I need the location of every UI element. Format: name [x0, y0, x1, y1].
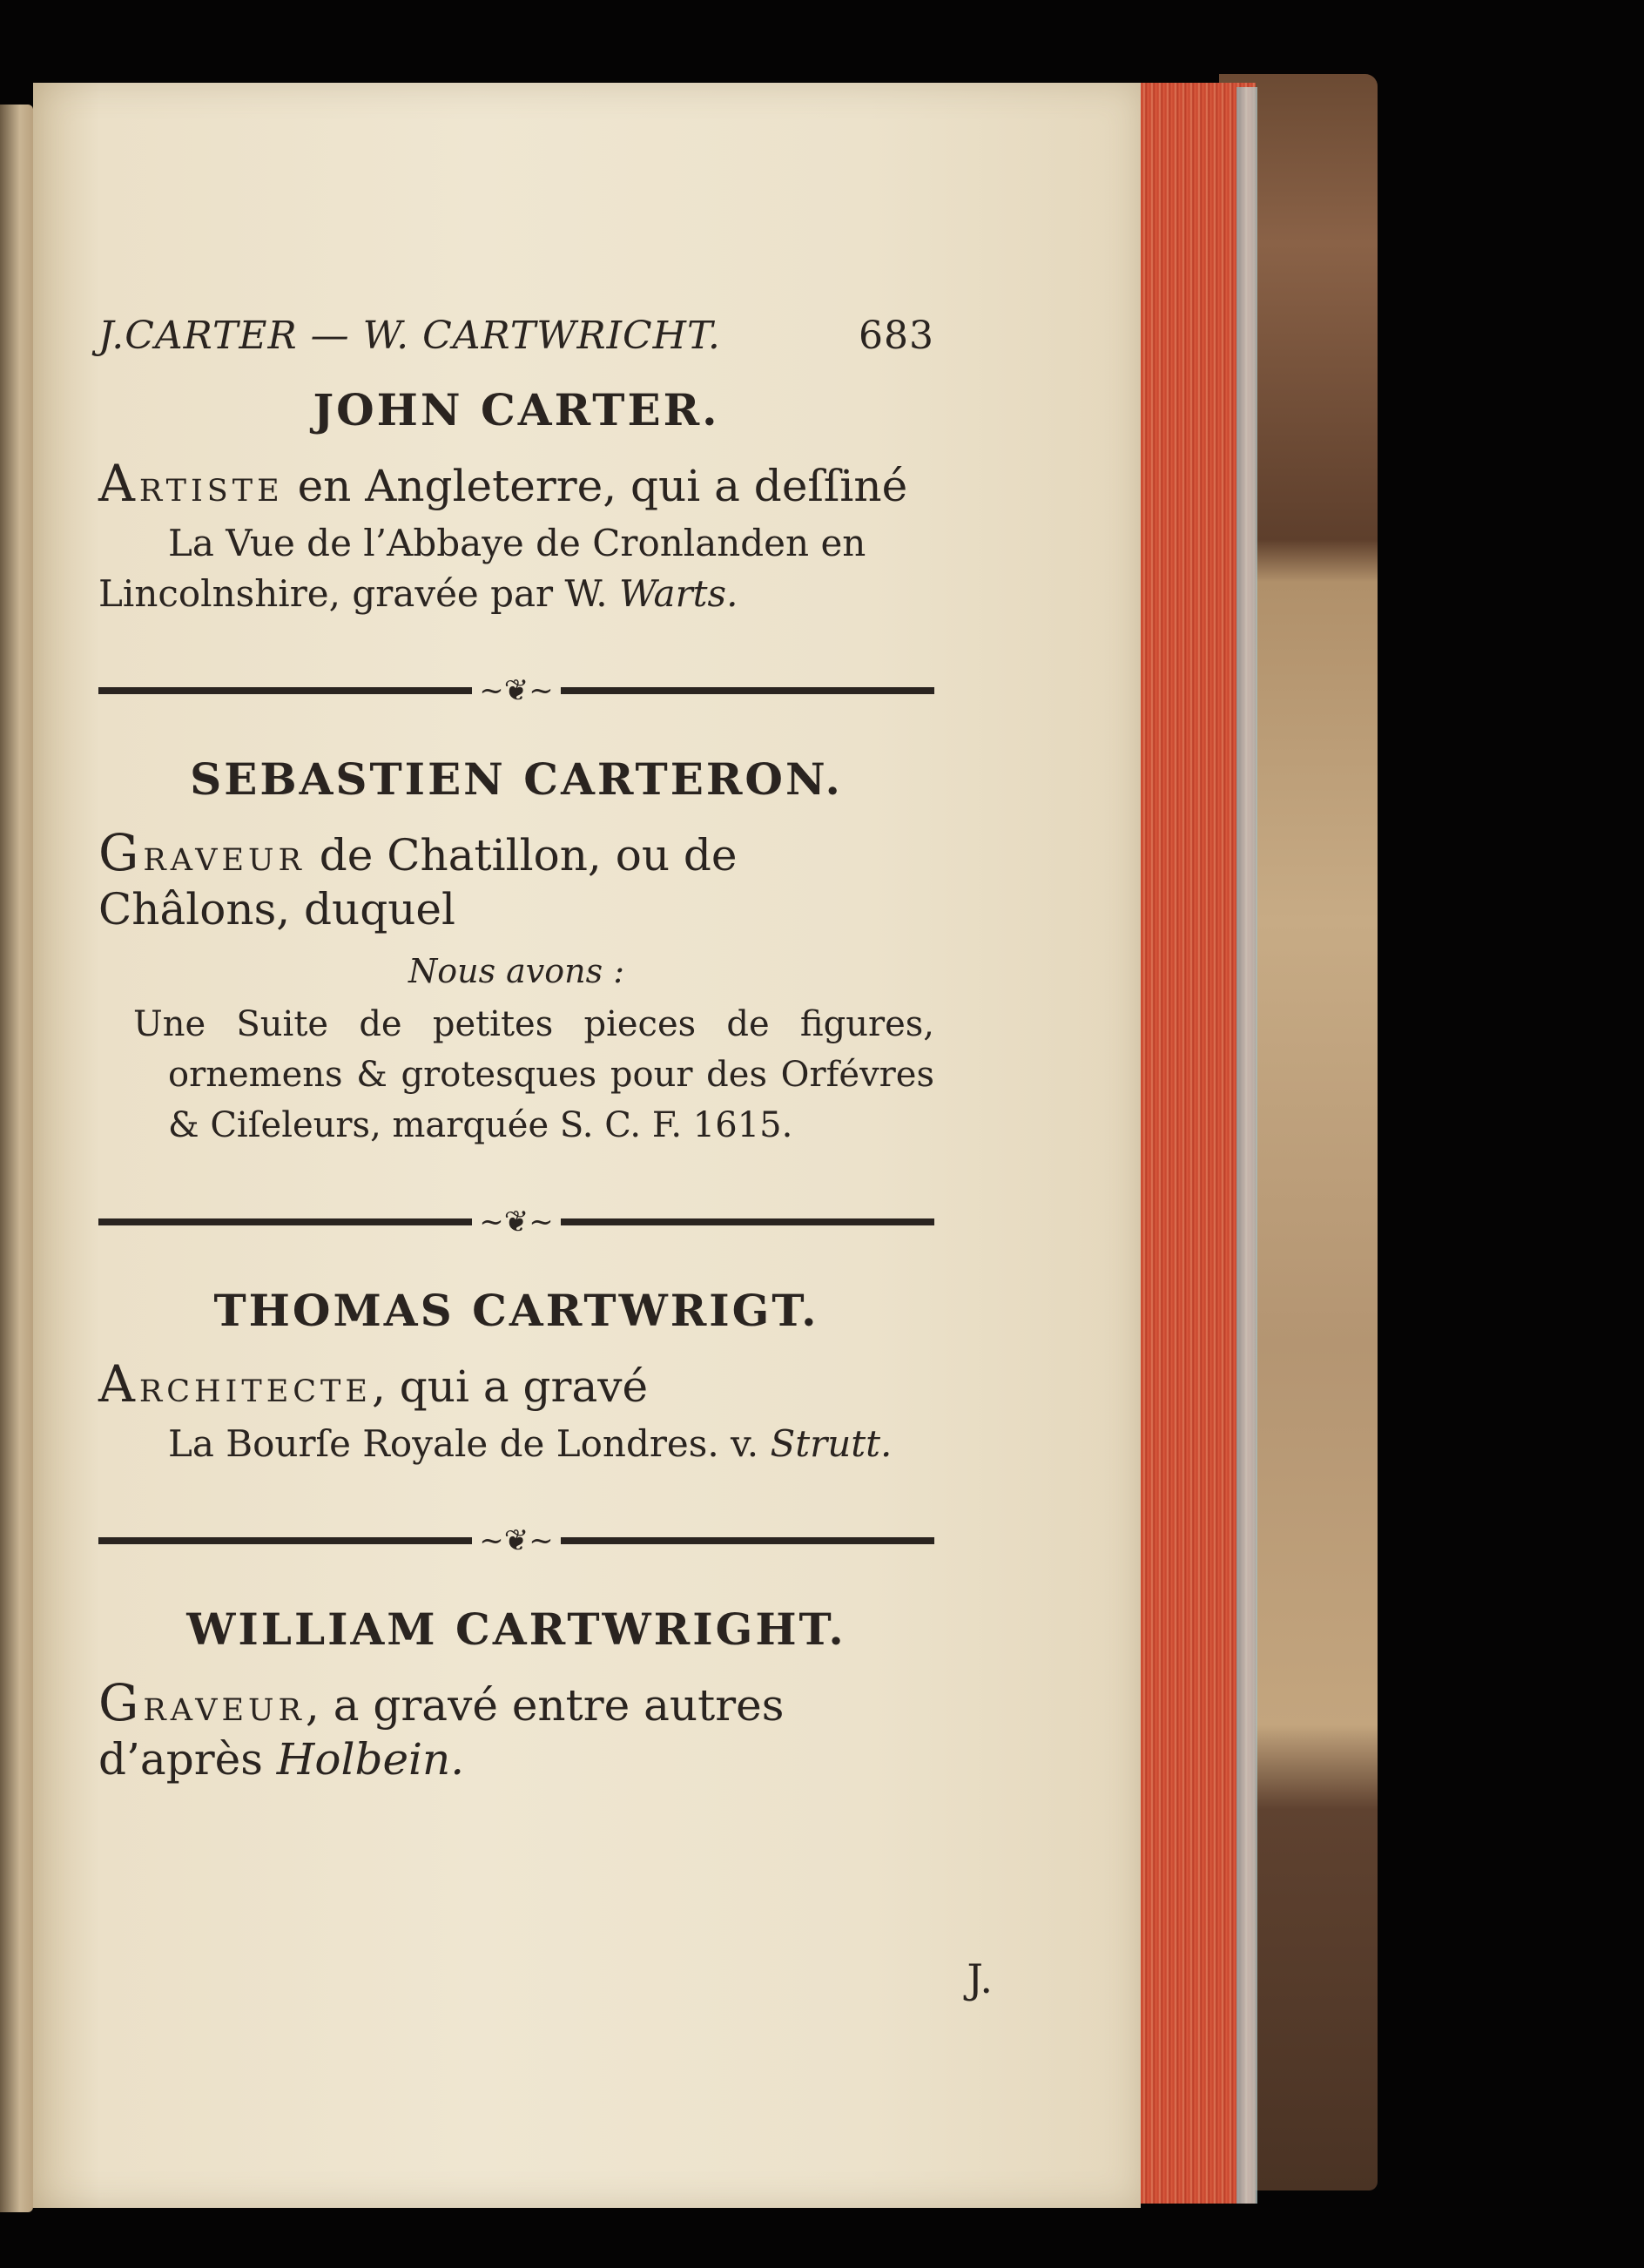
page-number: 683 [859, 314, 934, 358]
entry-title: THOMAS CARTWRIGT. [213, 1285, 819, 1336]
page-content [98, 314, 934, 1786]
entry-intro: Nous avons : [408, 952, 625, 990]
book-page [33, 83, 1141, 2208]
facing-page-edge [0, 105, 33, 2212]
entry-title: SEBASTIEN CARTERON. [190, 753, 843, 805]
ornamental-divider [98, 1523, 934, 1558]
entry-description: Graveur, a gravé entre autres d’après Holbein. [98, 1673, 785, 1785]
entry-title: WILLIAM CARTWRIGHT. [186, 1603, 846, 1655]
entry-title: JOHN CARTER. [313, 384, 720, 435]
entry-description: Graveur de Chatillon, ou de Châlons, duquel [98, 823, 738, 935]
entry-description: Artiste en Angleterre, qui a deſſiné [98, 454, 908, 513]
ornamental-divider [98, 673, 934, 708]
entry-lead-word: Artiste [98, 454, 284, 513]
entry-lead-word: Graveur [98, 1673, 306, 1732]
entry-sebastien-carteron [98, 753, 934, 1151]
entry-lead-word: Architecte [98, 1354, 372, 1414]
page-edges-blue [1236, 87, 1257, 2204]
entry-thomas-cartwrigt [98, 1285, 934, 1469]
ornamental-divider [98, 1205, 934, 1239]
entry-description: Architecte, qui a gravé [98, 1354, 649, 1414]
fleuron-icon: ~❦~ [479, 673, 554, 708]
entry-work: Une Suite de petites pieces de figures, ornemens & grotesques pour des Orfévres & Ciſeleurs, marquée S. C. F. 1615. [133, 1004, 934, 1145]
entry-lead-word: Graveur [98, 823, 306, 882]
running-head-title: J.CARTER — W. CARTWRICHT. [98, 314, 721, 358]
catchword: J. [967, 1955, 993, 2002]
entry-william-cartwright [98, 1603, 934, 1786]
entry-work: La Vue de l’Abbaye de Cronlanden en Lincolnshire, gravée par W. Warts. [98, 522, 866, 615]
entry-work: La Bourſe Royale de Londres. v. Strutt. [168, 1422, 893, 1465]
running-head [98, 314, 934, 358]
fleuron-icon: ~❦~ [479, 1523, 554, 1558]
fleuron-icon: ~❦~ [479, 1205, 554, 1239]
entry-john-carter [98, 384, 934, 619]
